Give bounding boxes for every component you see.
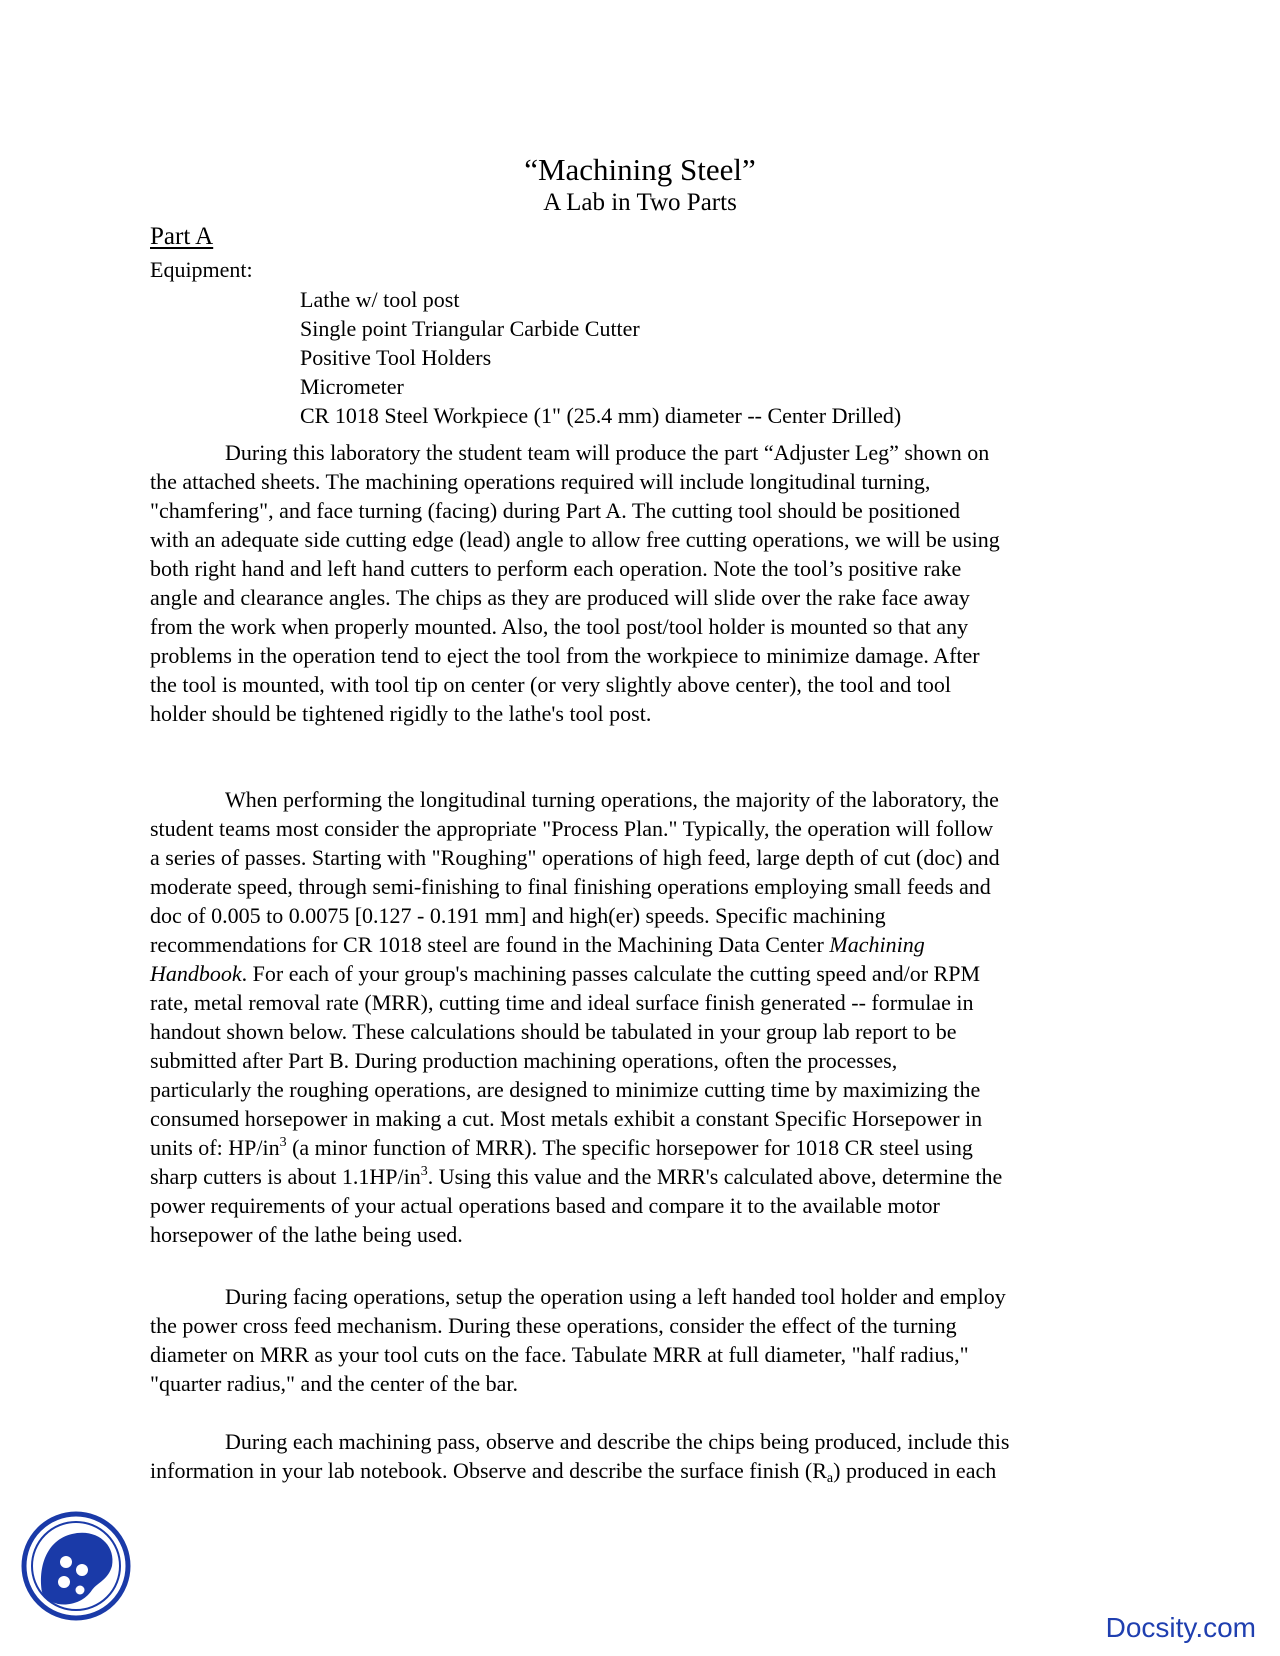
paragraph-line: During each machining pass, observe and describe the chips being produced, include this	[225, 1429, 1010, 1454]
document-subtitle: A Lab in Two Parts	[543, 189, 737, 216]
paragraph-line: student teams most consider the appropriate "Process Plan." Typically, the operation will follow	[150, 816, 994, 841]
paragraph-2	[150, 785, 1130, 1249]
paragraph-line: holder should be tightened rigidly to the lathe's tool post.	[150, 701, 652, 726]
text-run: ) produced in each	[833, 1458, 997, 1483]
paragraph-line: a series of passes. Starting with "Roughing" operations of high feed, large depth of cut (doc) and	[150, 845, 1000, 870]
paragraph-line: particularly the roughing operations, are designed to minimize cutting time by maximizing the	[150, 1077, 981, 1102]
paragraph-line: with an adequate side cutting edge (lead) angle to allow free cutting operations, we will be using	[150, 527, 1000, 552]
paragraph-line: the tool is mounted, with tool tip on center (or very slightly above center), the tool and tool	[150, 672, 951, 697]
part-a-heading: Part A	[150, 223, 214, 250]
paragraph-line: submitted after Part B. During production machining operations, often the processes,	[150, 1048, 898, 1073]
superscript: 3	[420, 1164, 428, 1179]
text-run: . For each of your group's machining passes calculate the cutting speed and/or RPM	[241, 961, 980, 986]
paragraph-line: During this laboratory the student team will produce the part “Adjuster Leg” shown on	[225, 440, 990, 465]
text-run: units of: HP/in	[150, 1135, 280, 1160]
text-run: information in your lab notebook. Observe and describe the surface finish (R	[150, 1458, 827, 1483]
paragraph-line: the power cross feed mechanism. During these operations, consider the effect of the turning	[150, 1313, 957, 1338]
paragraph-line: power requirements of your actual operations based and compare it to the available motor	[150, 1193, 940, 1218]
paragraph-line: rate, metal removal rate (MRR), cutting time and ideal surface finish generated -- formulae in	[150, 990, 974, 1015]
book-title-italic: Handbook	[150, 961, 242, 986]
paragraph-line	[150, 1456, 1130, 1485]
paragraph-4	[150, 1427, 1130, 1485]
text-run: . Using this value and the MRR's calculated above, determine the	[427, 1164, 1003, 1189]
paragraph-line: consumed horsepower in making a cut. Most metals exhibit a constant Specific Horsepower in	[150, 1106, 983, 1131]
paragraph-line: from the work when properly mounted. Also, the tool post/tool holder is mounted so that any	[150, 614, 969, 639]
equipment-list	[300, 285, 901, 430]
paragraph-line: doc of 0.005 to 0.0075 [0.127 - 0.191 mm] and high(er) speeds. Specific machining	[150, 903, 886, 928]
paragraph-line: "chamfering", and face turning (facing) during Part A. The cutting tool should be positioned	[150, 498, 960, 523]
equipment-item: Lathe w/ tool post	[300, 287, 460, 312]
paragraph-line: the attached sheets. The machining operations required will include longitudinal turning,	[150, 469, 931, 494]
equipment-item: Micrometer	[300, 374, 404, 399]
paragraph-line: During facing operations, setup the operation using a left handed tool holder and employ	[225, 1284, 1006, 1309]
subscript: a	[826, 1471, 834, 1486]
text-run: (a minor function of MRR). The specific horsepower for 1018 CR steel using	[286, 1135, 973, 1160]
docsity-logo-icon	[20, 1510, 132, 1622]
paragraph-3	[150, 1282, 1130, 1398]
paragraph-line	[150, 1162, 1130, 1191]
paragraph-line: handout shown below. These calculations should be tabulated in your group lab report to be	[150, 1019, 957, 1044]
text-run: recommendations for CR 1018 steel are found in the Machining Data Center	[150, 932, 830, 957]
document-title: “Machining Steel”	[524, 152, 756, 187]
equipment-item: Single point Triangular Carbide Cutter	[300, 316, 640, 341]
paragraph-line	[150, 1133, 1130, 1162]
superscript: 3	[279, 1135, 287, 1150]
paragraph-line: angle and clearance angles. The chips as they are produced will slide over the rake face away	[150, 585, 970, 610]
equipment-label: Equipment:	[150, 257, 253, 282]
paragraph-line: When performing the longitudinal turning operations, the majority of the laboratory, the	[225, 787, 999, 812]
docsity-brand-text[interactable]: Docsity.com	[1105, 1612, 1256, 1643]
book-title-italic: Machining	[829, 932, 925, 957]
paragraph-line: problems in the operation tend to eject the tool from the workpiece to minimize damage. After	[150, 643, 980, 668]
equipment-item: Positive Tool Holders	[300, 345, 492, 370]
paragraph-line: both right hand and left hand cutters to perform each operation. Note the tool’s positive rake	[150, 556, 962, 581]
paragraph-line: diameter on MRR as your tool cuts on the face. Tabulate MRR at full diameter, "half radius,"	[150, 1342, 969, 1367]
text-run: sharp cutters is about 1.1HP/in	[150, 1164, 421, 1189]
paragraph-line: "quarter radius," and the center of the bar.	[150, 1371, 518, 1396]
equipment-item: CR 1018 Steel Workpiece (1" (25.4 mm) diameter -- Center Drilled)	[300, 403, 902, 428]
paragraph-line: horsepower of the lathe being used.	[150, 1222, 463, 1247]
paragraph-line: moderate speed, through semi-finishing to final finishing operations employing small feeds and	[150, 874, 991, 899]
paragraph-1	[150, 438, 1130, 728]
paragraph-line	[150, 930, 1130, 959]
paragraph-line	[150, 959, 1130, 988]
